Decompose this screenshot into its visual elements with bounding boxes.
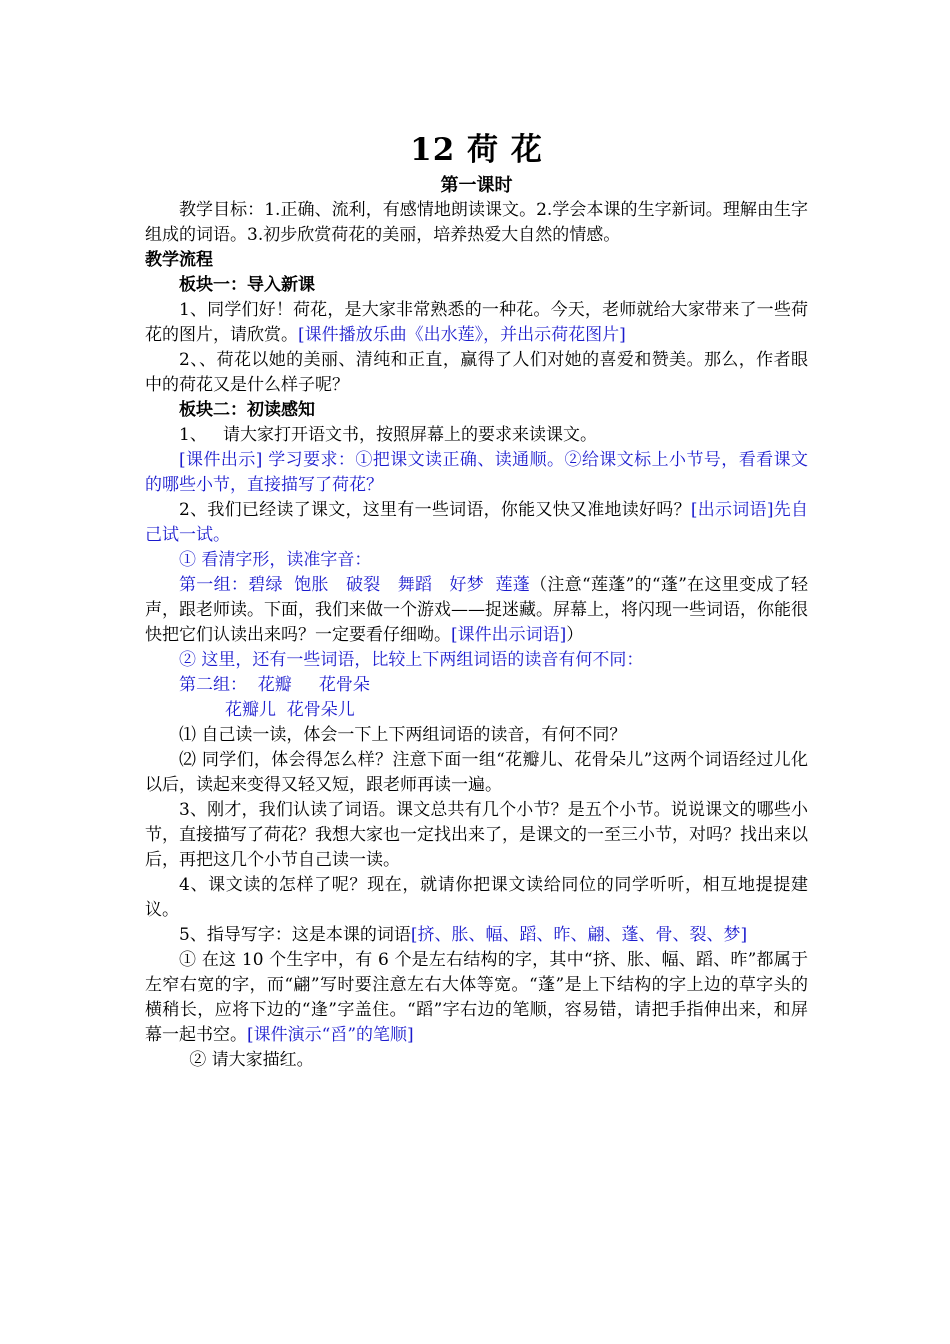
block2-paragraph-2 [145, 498, 808, 548]
group-1-courseware: [课件出示词语] [451, 625, 567, 645]
question-2: ⑵ 同学们，体会得怎么样？注意下面一组“花瓣儿、花骨朵儿”这两个词语经过儿化以后，读起来变得又轻又短，跟老师再读一遍。 [145, 750, 808, 795]
block2-p6-text: ① 在这 10 个生字中，有 6 个是左右结构的字，其中“挤、胀、幅、蹈、昨”都属于左窄右宽的字，而“翩”写时要注意左右大体等宽。“蓬”是上下结构的字上边的草字头的横稍长，应将下边的“逢”字盖住。“蹈”字右边的笔顺，容易错，请把手指伸出来，和屏幕一起书空。 [145, 950, 808, 1045]
group-1-words: 第一组：碧绿 饱胀 破裂 舞蹈 好梦 莲蓬 [179, 575, 531, 595]
block2-paragraph-1: 1、 请大家打开语文书，按照屏幕上的要求来读课文。 [179, 425, 598, 445]
block2-learning-requirements: [课件出示] 学习要求：①把课文读正确、读通顺。②给课文标上小节号，看看课文的哪些小节，直接描写了荷花？ [145, 450, 808, 495]
block2-p6-courseware: [课件演示“舀”的笔顺] [247, 1025, 414, 1045]
process-heading: 教学流程 [145, 250, 213, 270]
block1-p1-text: 1、同学们好！荷花，是大家非常熟悉的一种花。今天，老师就给大家带来了一些荷花的图片，请欣赏。 [145, 300, 808, 345]
step-2-heading: ② 这里，还有一些词语，比较上下两组词语的读音有何不同： [179, 650, 644, 670]
block1-heading: 板块一：导入新课 [179, 275, 315, 295]
block1-paragraph-2: 2、、荷花以她的美丽、清纯和正直，赢得了人们对她的喜爱和赞美。那么，作者眼中的荷花又是什么样子呢？ [145, 350, 808, 395]
block2-paragraph-3: 3、刚才，我们认读了词语。课文总共有几个小节？是五个小节。说说课文的哪些小节，直接描写了荷花？我想大家也一定找出来了，是课文的一至三小节，对吗？找出来以后，再把这几个小节自己读一读。 [145, 800, 808, 870]
block2-p5-characters: [挤、胀、幅、蹈、昨、翩、蓬、骨、裂、梦] [410, 925, 748, 945]
document-page [145, 128, 808, 1073]
block2-paragraph-7: ② 请大家描红。 [189, 1050, 314, 1070]
block1-p1-courseware: [课件播放乐曲《出水莲》，并出示荷花图片] [298, 325, 626, 345]
block2-p5-text: 5、指导写字：这是本课的词语 [179, 925, 411, 945]
block2-p2-courseware: [出示词语]先自己试一试。 [145, 500, 808, 545]
question-1: ⑴ 自己读一读，体会一下上下两组词语的读音，有何不同？ [179, 725, 627, 745]
lesson-subtitle: 第一课时 [440, 175, 513, 196]
group-1-close: ） [566, 625, 584, 645]
block2-heading: 板块二：初读感知 [179, 400, 315, 420]
block1-paragraph-1 [145, 298, 808, 348]
block2-p2-text: 2、我们已经读了课文，这里有一些词语，你能又快又准地读好吗？ [179, 500, 691, 520]
group-1-text: （注意“莲蓬”的“蓬”在这里变成了轻声，跟老师读。下面，我们来做一个游戏——捉迷藏。屏幕上，将闪现一些词语，你能很快把它们认读出来吗？一定要看仔细呦。 [145, 575, 809, 645]
block2-paragraph-5 [145, 923, 808, 948]
lesson-title: 12 荷 花 [410, 132, 543, 168]
block2-paragraph-6 [145, 948, 808, 1048]
group-2-line-2: 花瓣儿 花骨朵儿 [225, 700, 355, 720]
teaching-objectives: 教学目标：1.正确、流利，有感情地朗读课文。2.学会本课的生字新词。理解由生字组成的词语。3.初步欣赏荷花的美丽，培养热爱大自然的情感。 [145, 200, 808, 245]
group-1-paragraph [145, 573, 808, 648]
step-1-heading: ① 看清字形，读准字音： [179, 550, 372, 570]
group-2-line-1: 第二组： 花瓣 花骨朵 [179, 675, 370, 695]
block2-paragraph-4: 4、课文读的怎样了呢？现在，就请你把课文读给同位的同学听听，相互地提提建议。 [145, 875, 808, 920]
